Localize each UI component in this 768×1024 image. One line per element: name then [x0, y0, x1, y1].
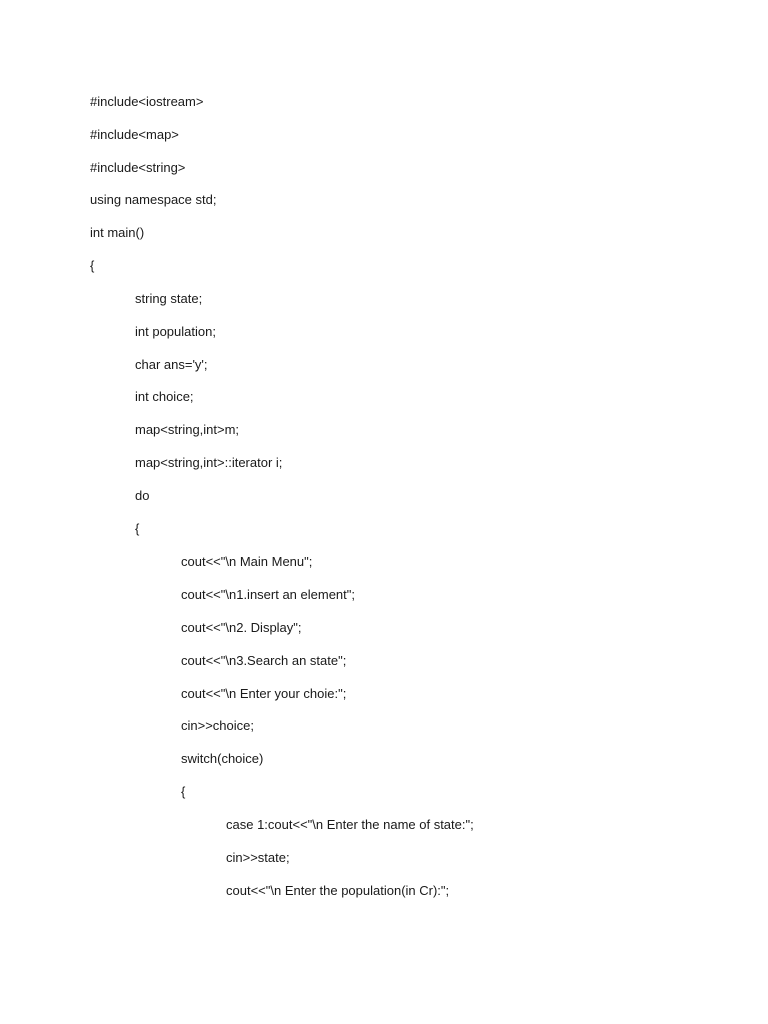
code-line: switch(choice)	[181, 751, 264, 766]
code-line: int choice;	[135, 389, 194, 404]
code-line: int main()	[90, 225, 145, 240]
code-line: cout<<"\n3.Search an state";	[181, 653, 347, 668]
code-line: do	[135, 488, 150, 503]
code-line: {	[135, 521, 140, 536]
code-line: cout<<"\n Enter the population(in Cr):";	[226, 883, 450, 898]
code-line: cin>>choice;	[181, 718, 254, 733]
code-line: #include<iostream>	[90, 94, 204, 109]
code-line: #include<map>	[90, 127, 179, 142]
code-line: #include<string>	[90, 160, 186, 175]
code-line: map<string,int>::iterator i;	[135, 455, 283, 470]
code-line: cout<<"\n1.insert an element";	[181, 587, 356, 602]
code-line: cout<<"\n Main Menu";	[181, 554, 313, 569]
code-line: {	[90, 258, 95, 273]
code-line: cin>>state;	[226, 850, 290, 865]
code-line: int population;	[135, 324, 216, 339]
code-line: char ans='y';	[135, 357, 208, 372]
code-line: cout<<"\n Enter your choie:";	[181, 686, 347, 701]
code-line: cout<<"\n2. Display";	[181, 620, 302, 635]
code-line: {	[181, 784, 186, 799]
code-line: map<string,int>m;	[135, 422, 240, 437]
code-line: string state;	[135, 291, 203, 306]
code-line: using namespace std;	[90, 192, 217, 207]
code-line: case 1:cout<<"\n Enter the name of state:";	[226, 817, 474, 832]
